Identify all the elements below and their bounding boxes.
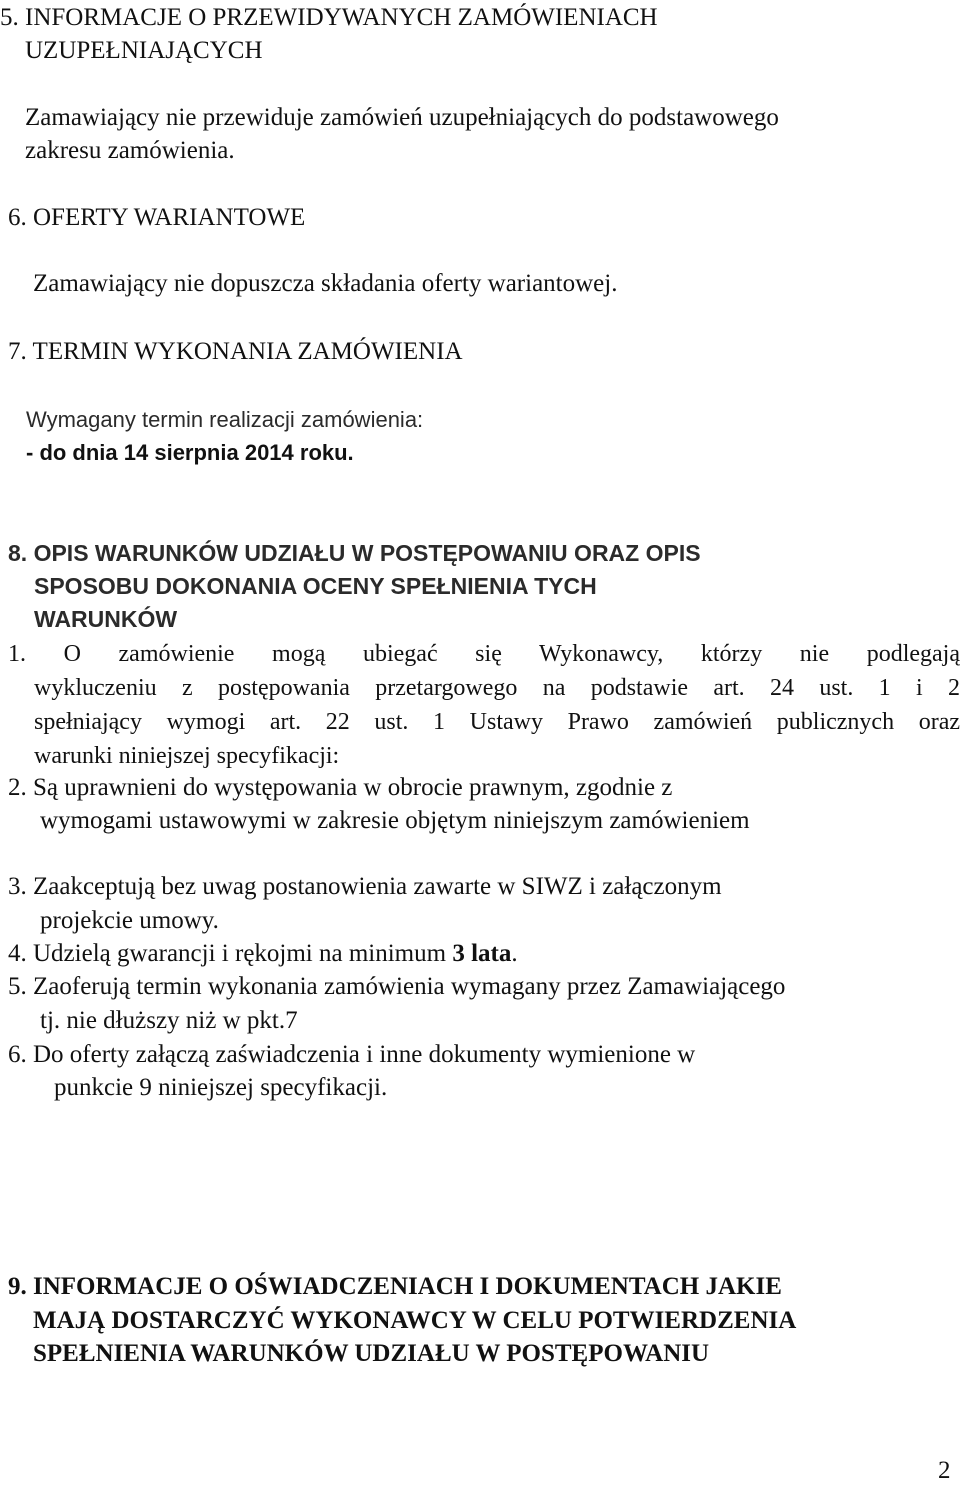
section-7-text: Wymagany termin realizacji zamówienia:: [26, 407, 424, 432]
section-9-heading-line-1: 9. INFORMACJE O OŚWIADCZENIACH I DOKUMENTACH JAKIE: [8, 1273, 782, 1300]
item-1-line-2: wykluczeniu z postępowania przetargowego na podstawie art. 24 ust. 1 i 2: [34, 675, 960, 701]
section-5-heading-line-1: 5. INFORMACJE O PRZEWIDYWANYCH ZAMÓWIENIACH: [0, 4, 658, 31]
item-1-line-1: 1. O zamówienie mogą ubiegać się Wykonawcy, którzy nie podlegają: [8, 641, 960, 667]
page-number: 2: [938, 1457, 951, 1484]
item-5-line-2: tj. nie dłuższy niż w pkt.7: [40, 1007, 298, 1034]
item-3-line-2: projekcie umowy.: [40, 907, 219, 934]
section-8-heading-line-2: SPOSOBU DOKONANIA OCENY SPEŁNIENIA TYCH: [34, 573, 597, 599]
section-8-heading-line-3: WARUNKÓW: [34, 606, 178, 632]
item-4: [8, 938, 518, 970]
item-4-period: .: [511, 940, 518, 967]
section-7-heading: 7. TERMIN WYKONANIA ZAMÓWIENIA: [8, 338, 463, 365]
item-6-line-1: 6. Do oferty załączą zaświadczenia i inne dokumenty wymienione w: [8, 1041, 696, 1068]
item-4-text: 4. Udzielą gwarancji i rękojmi na minimum: [8, 940, 453, 967]
item-1-line-4: warunki niniejszej specyfikacji:: [34, 743, 340, 769]
section-5-text-line-2: zakresu zamówienia.: [25, 137, 235, 164]
item-5-line-1: 5. Zaoferują termin wykonania zamówienia wymagany przez Zamawiającego: [8, 973, 786, 1000]
section-7-deadline: - do dnia 14 sierpnia 2014 roku.: [26, 440, 354, 465]
item-1-line-3: spełniający wymogi art. 22 ust. 1 Ustawy Prawo zamówień publicznych oraz: [34, 709, 960, 735]
item-2-line-2: wymogami ustawowymi w zakresie objętym niniejszym zamówieniem: [40, 807, 750, 834]
section-6-text: Zamawiający nie dopuszcza składania oferty wariantowej.: [33, 270, 618, 297]
section-9-heading-line-3: SPEŁNIENIA WARUNKÓW UDZIAŁU W POSTĘPOWANIU: [33, 1340, 710, 1367]
item-4-duration: 3 lata: [452, 940, 512, 967]
item-3-line-1: 3. Zaakceptują bez uwag postanowienia zawarte w SIWZ i załączonym: [8, 873, 722, 900]
section-9-heading-line-2: MAJĄ DOSTARCZYĆ WYKONAWCY W CELU POTWIERDZENIA: [33, 1307, 797, 1334]
item-6-line-2: punkcie 9 niniejszej specyfikacji.: [54, 1074, 388, 1101]
section-6-heading: 6. OFERTY WARIANTOWE: [8, 204, 306, 231]
item-2-line-1: 2. Są uprawnieni do występowania w obrocie prawnym, zgodnie z: [8, 774, 673, 801]
section-8-heading-line-1: 8. OPIS WARUNKÓW UDZIAŁU W POSTĘPOWANIU ORAZ OPIS: [8, 540, 701, 566]
section-5-heading-line-2: UZUPEŁNIAJĄCYCH: [25, 37, 263, 64]
section-5-text-line-1: Zamawiający nie przewiduje zamówień uzupełniających do podstawowego: [25, 104, 779, 131]
